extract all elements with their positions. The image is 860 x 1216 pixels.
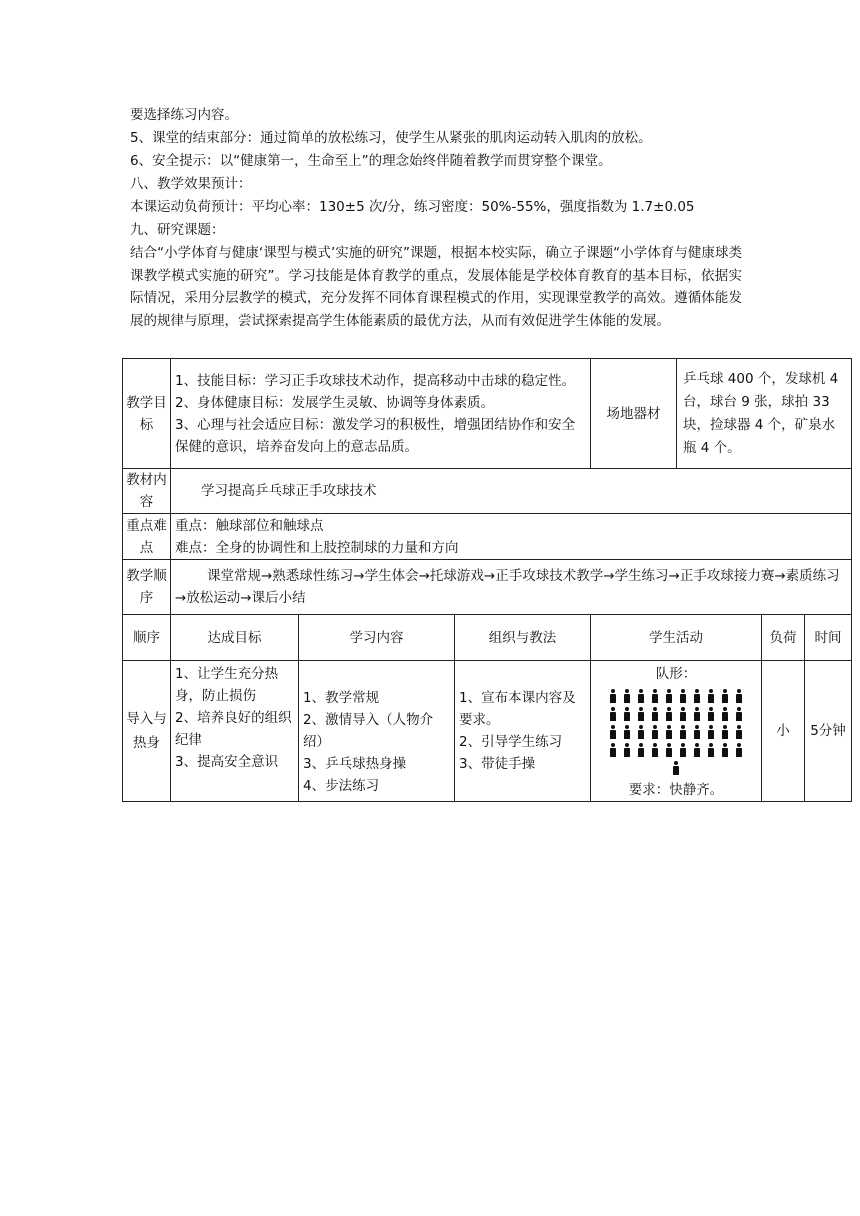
objectives-label: 教学目标: [123, 359, 171, 469]
student-figure-icon: [609, 725, 617, 739]
header-seq: 顺序: [123, 615, 171, 661]
header-method: 组织与教法: [455, 615, 591, 661]
student-figure-icon: [665, 725, 673, 739]
student-figure-icon: [651, 743, 659, 757]
student-figure-icon: [693, 725, 701, 739]
phase-row: [123, 661, 852, 802]
method-item: 3、带徒手操: [459, 756, 536, 772]
formation-row: [595, 689, 757, 703]
content-row: [123, 469, 852, 514]
student-figure-icon: [623, 725, 631, 739]
student-figure-icon: [707, 743, 715, 757]
focus-cell: [171, 514, 852, 560]
student-figure-icon: [735, 689, 743, 703]
method-item: 1、宣布本课内容及要求。: [459, 690, 576, 728]
student-figure-icon: [623, 707, 631, 721]
phase-goals: [171, 661, 299, 802]
student-figure-icon: [721, 689, 729, 703]
venue-label: 场地器材: [591, 359, 677, 469]
phase-name: 导入与热身: [123, 661, 171, 802]
content-cell: 学习提高乒乓球正手攻球技术: [171, 469, 852, 514]
student-figure-icon: [637, 743, 645, 757]
goal-item: 1、让学生充分热身，防止损伤: [175, 666, 279, 704]
goal-item: 3、提高安全意识: [175, 754, 279, 770]
order-cell: 课堂常规→熟悉球性练习→学生体会→托球游戏→正手攻球技术教学→学生练习→正手攻球接力赛→素质练习→放松运动→课后小结: [171, 560, 852, 615]
student-figure-icon: [693, 743, 701, 757]
objective-item: 3、心理与社会适应目标：激发学习的积极性，增强团结协作和安全保健的意识，培养奋发向上的意志品质。: [175, 416, 576, 455]
header-load: 负荷: [762, 615, 805, 661]
intro-line: 5、课堂的结束部分：通过简单的放松练习，使学生从紧张的肌肉运动转入肌肉的放松。: [130, 130, 652, 146]
formation-row: [595, 743, 757, 757]
intro-line: 要选择练习内容。: [130, 107, 238, 123]
phase-time: 5分钟: [805, 661, 852, 802]
requirement-text: 要求：快静齐。: [628, 782, 724, 798]
research-paragraph: 结合“小学体育与健康‘课型与模式’实施的研究”课题，根据本校实际，确立子课题“小学体育与健康球类课教学模式实施的研究”。学习技能是体育教学的重点，发展体能是学校体育教育的基本目标，依据实际情况，采用分层教学的模式，充分发挥不同体育课程模式的作用，实现课堂教学的高效。遵循体能发展的规律与原理，尝试探索提高学生体能素质的最优方法，从而有效促进学生体能的发展。: [130, 245, 742, 329]
objective-item: 1、技能目标：学习正手攻球技术动作，提高移动中击球的稳定性。: [175, 372, 576, 389]
student-figure-icon: [609, 743, 617, 757]
content-label: 教材内容: [123, 469, 171, 514]
student-figure-icon: [721, 707, 729, 721]
student-figure-icon: [637, 689, 645, 703]
student-figure-icon: [707, 725, 715, 739]
order-row: [123, 560, 852, 615]
objective-item: 2、身体健康目标：发展学生灵敏、协调等身体素质。: [175, 394, 495, 411]
header-row: [123, 615, 852, 661]
student-figure-icon: [679, 743, 687, 757]
formation-row: [595, 707, 757, 721]
focus-point: 重点：触球部位和触球点: [175, 517, 324, 534]
student-figure-icon: [707, 689, 715, 703]
student-figure-icon: [721, 743, 729, 757]
order-label: 教学顺序: [123, 560, 171, 615]
teacher-figure-icon: [672, 761, 680, 775]
header-activity: 学生活动: [591, 615, 762, 661]
intro-line: 本课运动负荷预计：平均心率：130±5 次/分，练习密度：50%-55%，强度指数为 1.7±0.05: [130, 199, 695, 215]
goal-item: 2、培养良好的组织纪律: [175, 710, 292, 748]
student-figure-icon: [735, 707, 743, 721]
focus-row: [123, 514, 852, 560]
student-figure-icon: [609, 689, 617, 703]
study-item: 3、乒乓球热身操: [303, 756, 407, 772]
focus-label: 重点难点: [123, 514, 171, 560]
student-figure-icon: [735, 743, 743, 757]
header-goal: 达成目标: [171, 615, 299, 661]
student-figure-icon: [637, 725, 645, 739]
student-figure-icon: [637, 707, 645, 721]
phase-study: [299, 661, 455, 802]
header-time: 时间: [805, 615, 852, 661]
student-figure-icon: [651, 725, 659, 739]
venue-cell: 乒乓球 400 个，发球机 4 台，球台 9 张，球拍 33 块，捡球器 4 个，矿泉水瓶 4 个。: [677, 359, 852, 469]
header-study: 学习内容: [299, 615, 455, 661]
difficulty-point: 难点：全身的协调性和上肢控制球的力量和方向: [175, 539, 459, 556]
student-figure-icon: [665, 743, 673, 757]
student-figure-icon: [721, 725, 729, 739]
section-heading: 九、研究课题：: [130, 222, 225, 238]
study-item: 1、教学常规: [303, 690, 380, 706]
student-figure-icon: [707, 707, 715, 721]
student-figure-icon: [693, 707, 701, 721]
student-figure-icon: [679, 689, 687, 703]
formation-title: 队形：: [655, 666, 697, 682]
student-figure-icon: [679, 707, 687, 721]
formation-diagram: [595, 689, 757, 775]
student-figure-icon: [679, 725, 687, 739]
section-heading: 八、教学效果预计：: [130, 176, 252, 192]
formation-row: [595, 725, 757, 739]
student-figure-icon: [665, 689, 673, 703]
study-item: 4、步法练习: [303, 778, 380, 794]
objectives-cell: [171, 359, 591, 469]
objectives-row: [123, 359, 852, 469]
teacher-row: [595, 761, 757, 775]
student-figure-icon: [623, 689, 631, 703]
student-figure-icon: [609, 707, 617, 721]
phase-load: 小: [762, 661, 805, 802]
student-figure-icon: [735, 725, 743, 739]
student-figure-icon: [693, 689, 701, 703]
lesson-plan-table: [122, 358, 852, 802]
student-figure-icon: [623, 743, 631, 757]
phase-method: [455, 661, 591, 802]
student-figure-icon: [665, 707, 673, 721]
method-item: 2、引导学生练习: [459, 734, 563, 750]
student-activity: [591, 661, 762, 802]
student-figure-icon: [651, 689, 659, 703]
intro-line: 6、安全提示：以“健康第一，生命至上”的理念始终伴随着教学而贯穿整个课堂。: [130, 153, 612, 169]
study-item: 2、激情导入（人物介绍）: [303, 712, 434, 750]
student-figure-icon: [651, 707, 659, 721]
